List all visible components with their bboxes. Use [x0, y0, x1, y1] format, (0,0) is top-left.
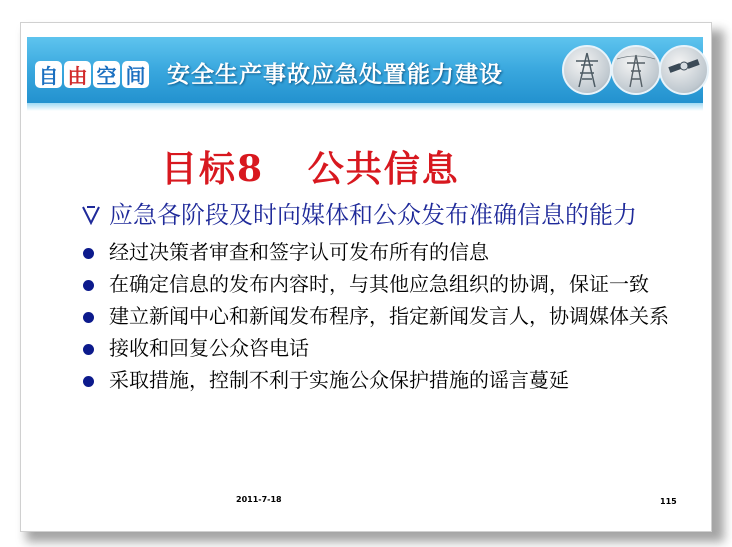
footer-page-number: 115 — [660, 497, 677, 506]
list-item — [77, 303, 697, 330]
sub-item — [77, 201, 697, 229]
header-stripe — [27, 103, 703, 111]
checkmark-arrow-icon — [81, 203, 101, 225]
list-item-text: 在确定信息的发布内容时，与其他应急组织的协调，保证一致 — [109, 272, 649, 296]
bullet-dot-icon — [83, 376, 94, 387]
list-item — [77, 335, 697, 362]
sub-item-text: 应急各阶段及时向媒体和公众发布准确信息的能力 — [109, 201, 637, 229]
bullet-dot-icon — [83, 280, 94, 291]
header-banner — [27, 37, 703, 111]
logo-char-1: 自 — [35, 61, 62, 88]
bullet-dot-icon — [83, 312, 94, 323]
list-item-text: 采取措施，控制不利于实施公众保护措施的谣言蔓延 — [109, 368, 569, 392]
footer-date: 2011-7-18 — [236, 495, 282, 504]
list-item — [77, 271, 697, 298]
heading-prefix: 目标 — [161, 149, 238, 190]
bullet-dot-icon — [83, 248, 94, 259]
bullet-dot-icon — [83, 344, 94, 355]
slide — [20, 22, 712, 532]
list-item — [77, 239, 697, 266]
list-item-text: 经过决策者审查和签字认可发布所有的信息 — [109, 240, 489, 264]
slide-heading — [161, 141, 460, 192]
content-list — [77, 201, 697, 399]
power-tower-photo — [611, 45, 661, 95]
logo-char-4: 间 — [122, 61, 149, 88]
satellite-photo — [659, 45, 709, 95]
list-item-text: 接收和回复公众咨电话 — [109, 336, 309, 360]
heading-topic: 公共信息 — [307, 149, 460, 190]
logo — [35, 57, 155, 91]
logo-char-3: 空 — [93, 61, 120, 88]
heading-number: 8 — [237, 148, 265, 190]
power-tower-photo — [562, 45, 612, 95]
logo-char-2: 由 — [64, 61, 91, 88]
list-item — [77, 367, 697, 394]
header-title: 安全生产事故应急处置能力建设 — [167, 62, 503, 88]
list-item-text: 建立新闻中心和新闻发布程序，指定新闻发言人，协调媒体关系 — [109, 304, 669, 328]
